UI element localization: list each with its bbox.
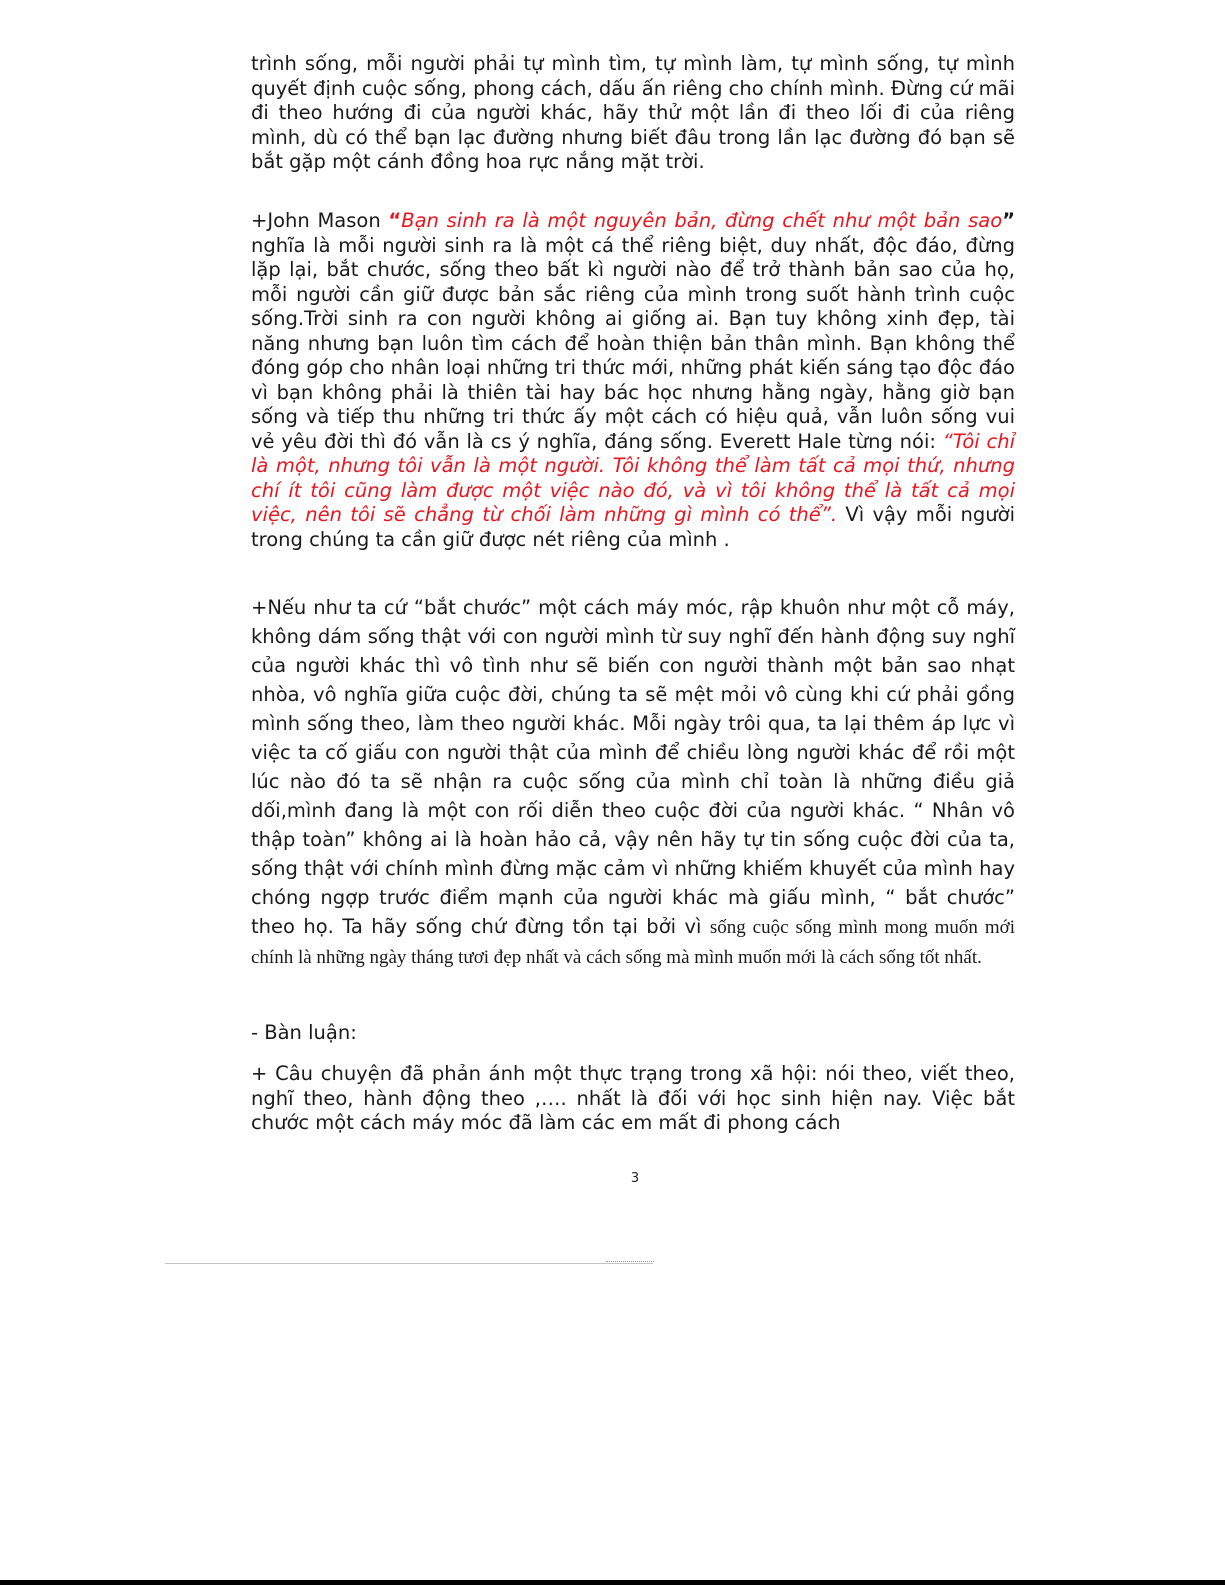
paragraph-text: + Câu chuyện đã phản ánh một thực trạng trong xã hội: nói theo, viết theo, nghĩ theo, hành động theo ,…. nhất là đối với học sinh hiện nay. Việc bắt chước một cách máy móc đã làm các em mất đi phong cách [251,1062,1015,1134]
john-mason-quote: Bạn sinh ra là một nguyên bản, đừng chết như một bản sao [401,209,1003,232]
paragraph-continued: trình sống, mỗi người phải tự mình tìm, tự mình làm, tự mình sống, tự mình quyết định cuộc sống, phong cách, dấu ấn riêng cho chính mình. Đừng cứ mãi đi theo hướng đi của người khác, hãy thử một lần đi theo lối đi của riêng mình, dù có thể bạn lạc đường nhưng biết đâu trong lần lạc đường đó bạn sẽ bắt gặp một cánh đồng hoa rực nắng mặt trời. [251,52,1015,173]
paragraph-lead: +John Mason [251,209,389,232]
paragraph-body: +Nếu như ta cứ “bắt chước” một cách máy móc, rập khuôn như một cỗ máy, không dám sống thật với con người mình từ suy nghĩ đến hành động suy nghĩ của người khác thì vô tình như sẽ biến con người thành một bản sao nhạt nhòa, vô nghĩa giữa cuộc đời, chúng ta sẽ mệt mỏi vô cùng khi cứ phải gồng mình sống theo, làm theo người khác. Mỗi ngày trôi qua, ta lại thêm áp lực vì việc ta cố giấu con người thật của mình để chiều lòng người khác để rồi một lúc nào đó ta sẽ nhận ra cuộc sống của mình chỉ toàn là những điều giả dối,mình đang là một con rối diễn theo cuộc đời của người khác. “ Nhân vô thập toàn” không ai là hoàn hảo cả, vậy nên hãy tự tin sống cuộc đời của ta, sống thật với chính mình đừng mặc cảm vì những khiếm khuyết của mình hay chóng ngợp trước điểm mạnh của người khác mà giấu mình, “ bắt chước” theo họ. Ta hãy sống chứ đừng tồn tại bởi vì [251,596,1015,938]
paragraph-body: nghĩa là mỗi người sinh ra là một cá thể riêng biệt, duy nhất, độc đáo, đừng lặp lại, bắt chước, sống theo bất kì người nào để trở thành bản sao của họ, mỗi người cần giữ được bản sắc riêng của mình trong suốt hành trình cuộc sống.Trời sinh ra con người không ai giống ai. Bạn tuy không xinh đẹp, tài năng nhưng bạn luôn tìm cách để hoàn thiện bản thân mình. Bạn không thể đóng góp cho nhân loại những tri thức mới, những phát kiến sáng tạo độc đáo vì bạn không phải là thiên tài hay bác học nhưng hằng ngày, hằng giờ bạn sống và tiếp thu những tri thức ấy một cách có hiệu quả, vẫn luôn sống vui vẻ yêu đời thì đó vẫn là cs ý nghĩa, đáng sống. Everett Hale từng nói: [251,233,1015,453]
page-number: 3 [630,1171,640,1186]
paragraph-discussion [251,1062,1015,1136]
footer-divider [165,1263,653,1264]
paragraph-serif-tail: sống cuộc sống mình mong muốn mới chính là những ngày tháng tươi đẹp nhất và cách sống mà mình muốn mới là cách sống tốt nhất. [251,917,1015,968]
open-quote-mark: “ [388,209,402,232]
section-heading: - Bàn luận: [251,1021,357,1044]
close-quote-mark: ” [1002,209,1016,232]
footer-dotted-mark [606,1261,654,1263]
paragraph-tail: Vì vậy mỗi người trong chúng ta cần giữ được nét riêng của mình . [251,503,1015,551]
paragraph-imitation [251,593,1015,972]
document-body [251,52,1015,175]
bottom-edge-bar [0,1580,1225,1585]
everett-hale-quote: “Tôi chỉ là một, nhưng tôi vẫn là một người. Tôi không thể làm tất cả mọi thứ, nhưng chí ít tôi cũng làm được một việc nào đó, và vì tôi không thể là tất cả mọi việc, nên tôi sẽ chẳng từ chối làm những gì mình có thể”. [251,429,1015,526]
paragraph-john-mason [251,209,1015,552]
section-heading-discussion [251,1021,1015,1046]
